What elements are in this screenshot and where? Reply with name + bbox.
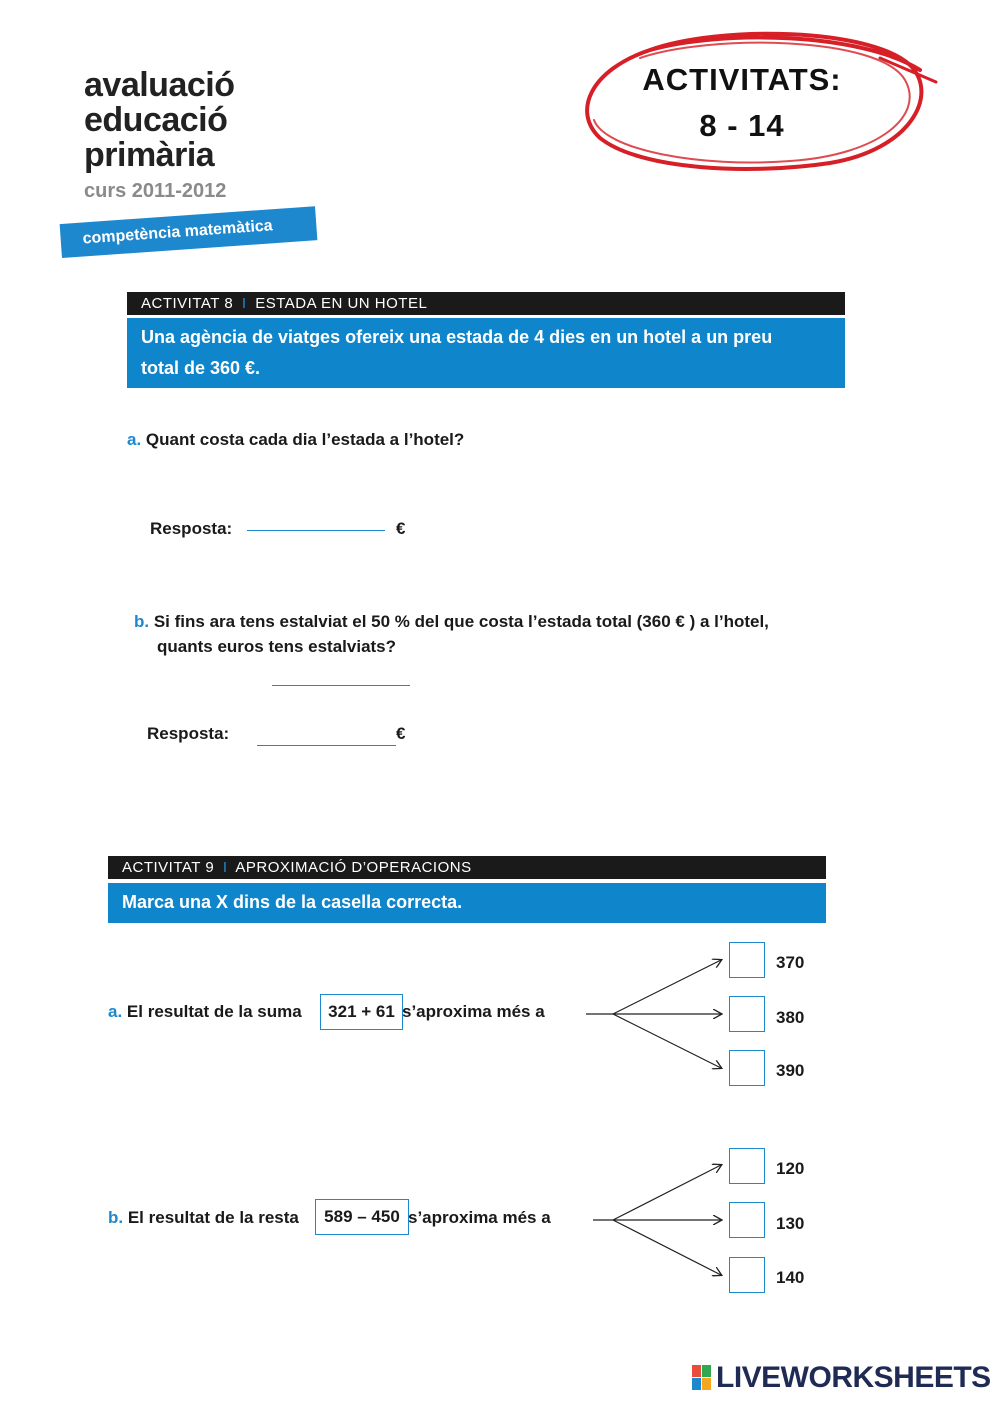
title-line-2: educació bbox=[84, 101, 228, 139]
question-b-label: b. bbox=[134, 612, 150, 631]
activity-9-number: ACTIVITAT 9 bbox=[122, 859, 215, 876]
q9a-option-380-checkbox[interactable] bbox=[729, 996, 765, 1032]
course-year: curs 2011-2012 bbox=[84, 180, 227, 202]
activity-8-statement-line-1: Una agència de viatges ofereix una estada de 4 dies en un hotel a un preu bbox=[141, 327, 773, 347]
answer-b-unit: € bbox=[396, 724, 406, 743]
answer-b-input[interactable] bbox=[257, 725, 396, 746]
answer-b-label: Resposta: bbox=[147, 724, 230, 743]
q9a-option-390-checkbox[interactable] bbox=[729, 1050, 765, 1086]
q9a-option-370-checkbox[interactable] bbox=[729, 942, 765, 978]
q9a-option-370-label: 370 bbox=[776, 953, 805, 972]
title-line-1: avaluació bbox=[84, 66, 235, 104]
question-b-text-line-1: Si fins ara tens estalviat el 50 % del que costa l’estada total (360 € ) a l’hotel, bbox=[153, 612, 769, 631]
activity-9-question-a bbox=[108, 1002, 302, 1022]
q9a-text-after: s’aproxima més a bbox=[402, 1002, 545, 1021]
stamp-circle bbox=[580, 20, 940, 180]
q9b-option-120-checkbox[interactable] bbox=[729, 1148, 765, 1184]
title-line-3: primària bbox=[84, 136, 215, 174]
question-a-label: a. bbox=[127, 430, 142, 449]
liveworksheets-logo-text: LIVEWORKSHEETS bbox=[716, 1361, 991, 1394]
q9b-option-120-label: 120 bbox=[776, 1159, 805, 1178]
activity-8-number: ACTIVITAT 8 bbox=[141, 295, 234, 312]
q9b-option-140-checkbox[interactable] bbox=[729, 1257, 765, 1293]
q9a-text-before: El resultat de la suma bbox=[126, 1002, 302, 1021]
answer-a-label: Resposta: bbox=[150, 519, 233, 538]
competence-tag-label: competència matemàtica bbox=[82, 217, 274, 248]
work-b-input[interactable] bbox=[272, 665, 410, 686]
activity-9-instruction-text: Marca una X dins de la casella correcta. bbox=[122, 892, 463, 912]
q9b-option-130-checkbox[interactable] bbox=[729, 1202, 765, 1238]
q9a-option-390-label: 390 bbox=[776, 1061, 805, 1080]
q9b-label: b. bbox=[108, 1208, 124, 1227]
q9b-text-before: El resultat de la resta bbox=[127, 1208, 299, 1227]
competence-tag bbox=[60, 206, 318, 258]
activity-9-question-b bbox=[108, 1208, 299, 1228]
q9b-expression: 589 – 450 bbox=[315, 1199, 409, 1235]
answer-a-input[interactable] bbox=[247, 510, 385, 531]
activity-9-header bbox=[108, 856, 826, 879]
activity-9-instruction bbox=[108, 883, 826, 923]
question-a-text: Quant costa cada dia l’estada a l’hotel? bbox=[145, 430, 465, 449]
activity-8-question-a bbox=[127, 430, 464, 450]
q9b-option-130-label: 130 bbox=[776, 1214, 805, 1233]
q9a-label: a. bbox=[108, 1002, 123, 1021]
question-b-text-line-2: quants euros tens estalviats? bbox=[157, 637, 397, 656]
stamp-line-2: 8 - 14 bbox=[699, 108, 785, 143]
q9b-arrows bbox=[590, 1155, 730, 1285]
activity-8-header bbox=[127, 292, 845, 315]
liveworksheets-logo-icon bbox=[692, 1365, 712, 1391]
activity-8-statement bbox=[127, 318, 845, 388]
q9b-option-140-label: 140 bbox=[776, 1268, 805, 1287]
answer-a-unit: € bbox=[396, 519, 406, 538]
stamp-line-1: ACTIVITATS: bbox=[642, 62, 842, 97]
q9a-option-380-label: 380 bbox=[776, 1008, 805, 1027]
q9b-text-after: s’aproxima més a bbox=[408, 1208, 551, 1227]
q9a-expression: 321 + 61 bbox=[320, 994, 403, 1030]
q9a-arrows bbox=[580, 950, 730, 1080]
activity-9-name: APROXIMACIÓ D’OPERACIONS bbox=[235, 859, 472, 876]
activity-8-name: ESTADA EN UN HOTEL bbox=[255, 295, 428, 312]
activity-8-separator: I bbox=[241, 295, 247, 312]
activity-9-separator: I bbox=[222, 859, 228, 876]
activity-8-question-b bbox=[134, 612, 769, 632]
activity-8-statement-line-2: total de 360 €. bbox=[141, 358, 261, 378]
